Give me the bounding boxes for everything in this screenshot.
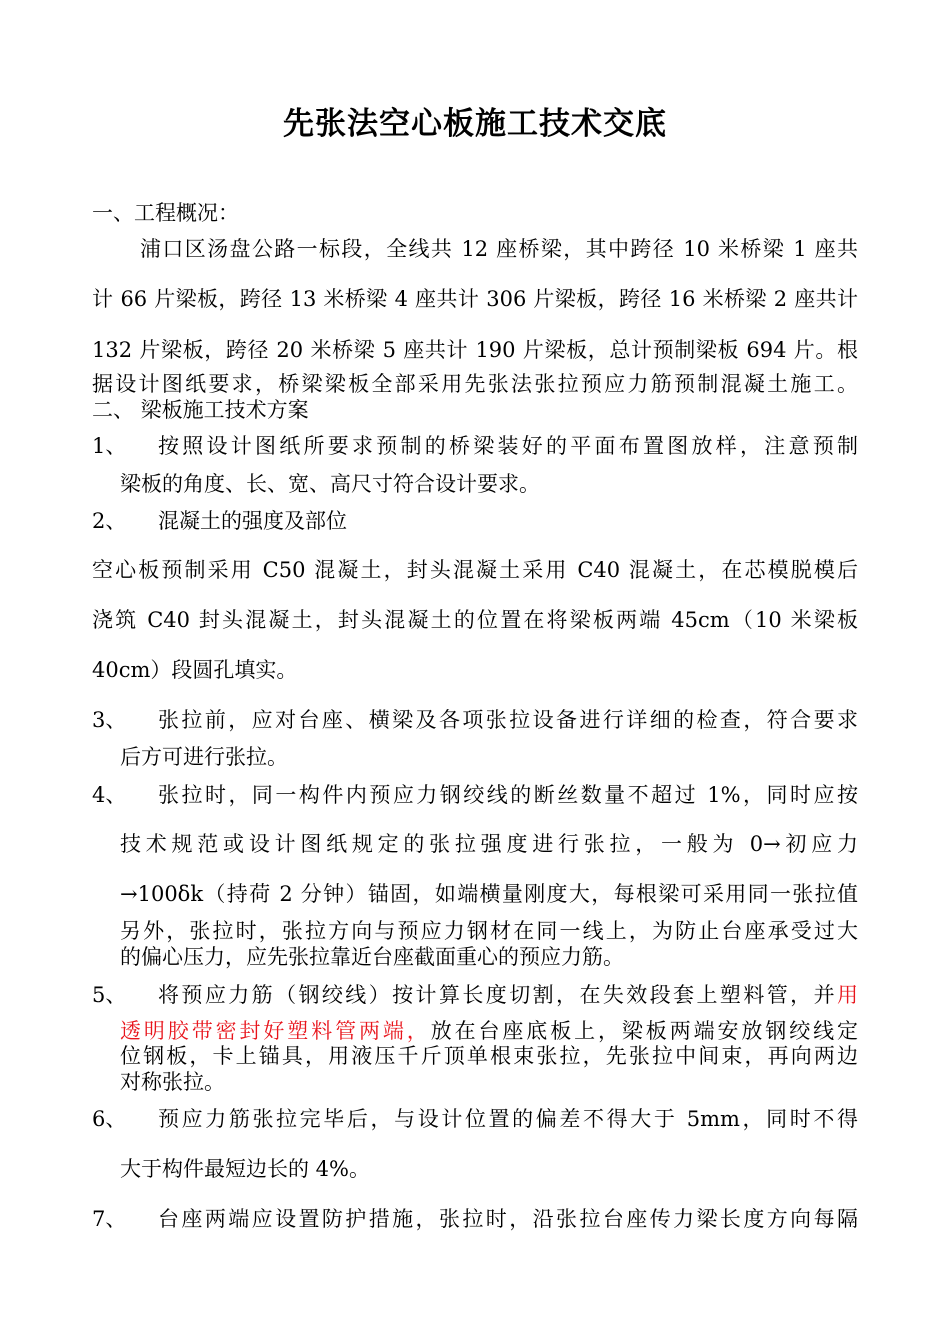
highlighted-text: 透明胶带密封好塑料管两端，	[120, 1019, 431, 1043]
document-title: 先张法空心板施工技术交底	[283, 106, 667, 142]
item-line: 梁板的角度、长、宽、高尺寸符合设计要求。	[120, 472, 540, 496]
item-line: 后方可进行张拉。	[120, 745, 288, 769]
paragraph-line: 据设计图纸要求，桥梁梁板全部采用先张法张拉预应力筋预制混凝土施工。	[92, 372, 858, 396]
item-line: 台座两端应设置防护措施，张拉时，沿张拉台座传力梁长度方向每隔	[158, 1207, 858, 1231]
item-number: 5、	[92, 983, 127, 1007]
section-heading-overview: 一、工程概况：	[92, 201, 239, 225]
item-number: 3、	[92, 708, 127, 732]
item-line: 空心板预制采用 C50 混凝土，封头混凝土采用 C40 混凝土，在芯模脱模后	[92, 558, 858, 582]
item-line: 按照设计图纸所要求预制的桥梁装好的平面布置图放样，注意预制	[158, 434, 858, 458]
paragraph-line: 132 片梁板，跨径 20 米桥梁 5 座共计 190 片梁板，总计预制梁板 694 片。根	[92, 338, 858, 362]
item-line	[120, 1017, 858, 1045]
item-line: 张拉前，应对台座、横梁及各项张拉设备进行详细的检查，符合要求	[158, 708, 858, 732]
item-line: →100δk（持荷 2 分钟）锚固，如端横量刚度大，每根梁可采用同一张拉值	[120, 882, 858, 906]
paragraph-line: 浦口区汤盘公路一标段，全线共 12 座桥梁，其中跨径 10 米桥梁 1 座共	[140, 237, 858, 261]
item-line: 位钢板，卡上锚具，用液压千斤顶单根束张拉，先张拉中间束，再向两边	[120, 1044, 858, 1068]
item-line: 40cm）段圆孔填实。	[92, 658, 298, 682]
item-line: 浇筑 C40 封头混凝土，封头混凝土的位置在将梁板两端 45cm（10 米梁板	[92, 608, 858, 632]
item-number: 2、	[92, 509, 127, 533]
item-line: 技术规范或设计图纸规定的张拉强度进行张拉，一般为 0→初应力	[120, 832, 858, 856]
item-number: 4、	[92, 783, 127, 807]
paragraph-line: 计 66 片梁板，跨径 13 米桥梁 4 座共计 306 片梁板，跨径 16 米桥梁 2 座共计	[92, 287, 858, 311]
item-line	[158, 981, 858, 1009]
item-line: 大于构件最短边长的 4%。	[120, 1157, 370, 1181]
item-line: 另外，张拉时，张拉方向与预应力钢材在同一线上，为防止台座承受过大	[120, 919, 858, 943]
item-line: 预应力筋张拉完毕后，与设计位置的偏差不得大于 5mm，同时不得	[158, 1107, 858, 1131]
item-text: 将预应力筋（钢绞线）按计算长度切割，在失效段套上塑料管，并	[158, 983, 837, 1007]
item-line: 混凝土的强度及部位	[158, 509, 347, 533]
item-line: 的偏心压力，应先张拉靠近台座截面重心的预应力筋。	[120, 945, 624, 969]
item-number: 1、	[92, 434, 127, 458]
section-heading-plan: 二、 梁板施工技术方案	[92, 398, 309, 422]
highlighted-text: 用	[837, 983, 858, 1007]
item-text: 放在台座底板上，梁板两端安放钢绞线定	[430, 1019, 859, 1043]
item-line: 对称张拉。	[120, 1070, 225, 1094]
item-number: 7、	[92, 1207, 127, 1231]
item-number: 6、	[92, 1107, 127, 1131]
item-line: 张拉时，同一构件内预应力钢绞线的断丝数量不超过 1%，同时应按	[158, 783, 858, 807]
